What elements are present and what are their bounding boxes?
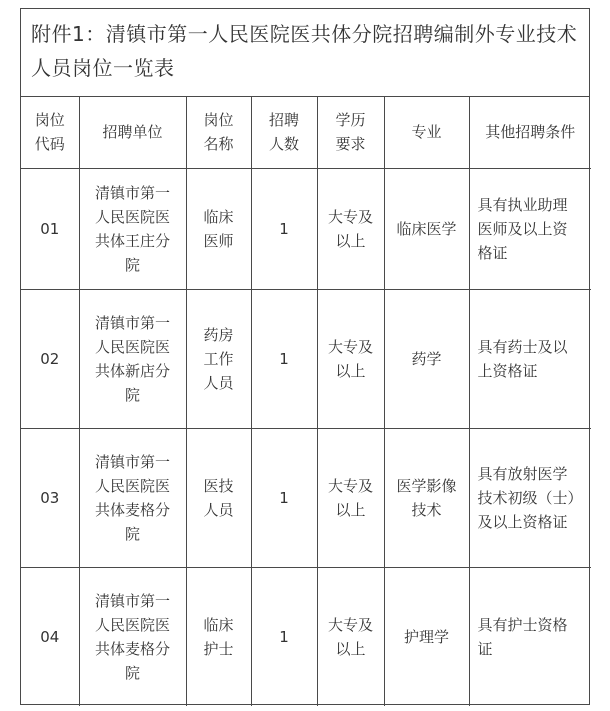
- cell-position: 临床 医师: [186, 168, 251, 289]
- header-recruit-count: 招聘 人数: [251, 97, 317, 168]
- cell-code: 02: [21, 289, 79, 428]
- cell-education: 大专及 以上: [317, 567, 384, 706]
- cell-major: 护理学: [384, 567, 469, 706]
- cell-count: 1: [251, 289, 317, 428]
- header-position-name: 岗位 名称: [186, 97, 251, 168]
- cell-education: 大专及 以上: [317, 168, 384, 289]
- cell-education: 大专及 以上: [317, 428, 384, 567]
- table-row: [21, 168, 591, 289]
- table-row: [21, 428, 591, 567]
- header-education: 学历 要求: [317, 97, 384, 168]
- cell-conditions: 具有药士及以 上资格证: [469, 289, 591, 428]
- cell-conditions: 具有放射医学 技术初级（士） 及以上资格证: [469, 428, 591, 567]
- table-row: [21, 567, 591, 706]
- cell-unit: 清镇市第一 人民医院医 共体麦格分 院: [79, 428, 186, 567]
- cell-count: 1: [251, 168, 317, 289]
- cell-position: 临床 护士: [186, 567, 251, 706]
- cell-conditions: 具有护士资格 证: [477, 615, 568, 658]
- table-row: [21, 289, 591, 428]
- positions-table: [21, 97, 591, 706]
- cell-unit: 清镇市第一 人民医院医 共体麦格分 院: [79, 567, 186, 706]
- cell-count: 1: [251, 428, 317, 567]
- cell-unit: 清镇市第一 人民医院医 共体新店分 院: [79, 289, 186, 428]
- cell-conditions: 具有执业助理 医师及以上资 格证: [469, 168, 591, 289]
- cell-count: 1: [251, 567, 317, 706]
- header-position-code: 岗位 代码: [21, 97, 79, 168]
- cell-major: 医学影像 技术: [384, 428, 469, 567]
- document-title: 附件1：清镇市第一人民医院医共体分院招聘编制外专业技术人员岗位一览表: [21, 9, 589, 97]
- cell-education: 大专及 以上: [317, 289, 384, 428]
- recruitment-table-frame: [20, 8, 590, 705]
- header-major: 专业: [384, 97, 469, 168]
- cell-major: 药学: [384, 289, 469, 428]
- header-recruiting-unit: 招聘单位: [79, 97, 186, 168]
- cell-major: 临床医学: [384, 168, 469, 289]
- cell-position: 医技 人员: [186, 428, 251, 567]
- cell-code: 03: [21, 428, 79, 567]
- table-header-row: [21, 97, 591, 168]
- cell-position: 药房 工作 人员: [186, 289, 251, 428]
- cell-code: 01: [21, 168, 79, 289]
- cell-unit: 清镇市第一 人民医院医 共体王庄分 院: [79, 168, 186, 289]
- cell-code: 04: [21, 567, 79, 706]
- header-other-conditions: 其他招聘条件: [469, 97, 591, 168]
